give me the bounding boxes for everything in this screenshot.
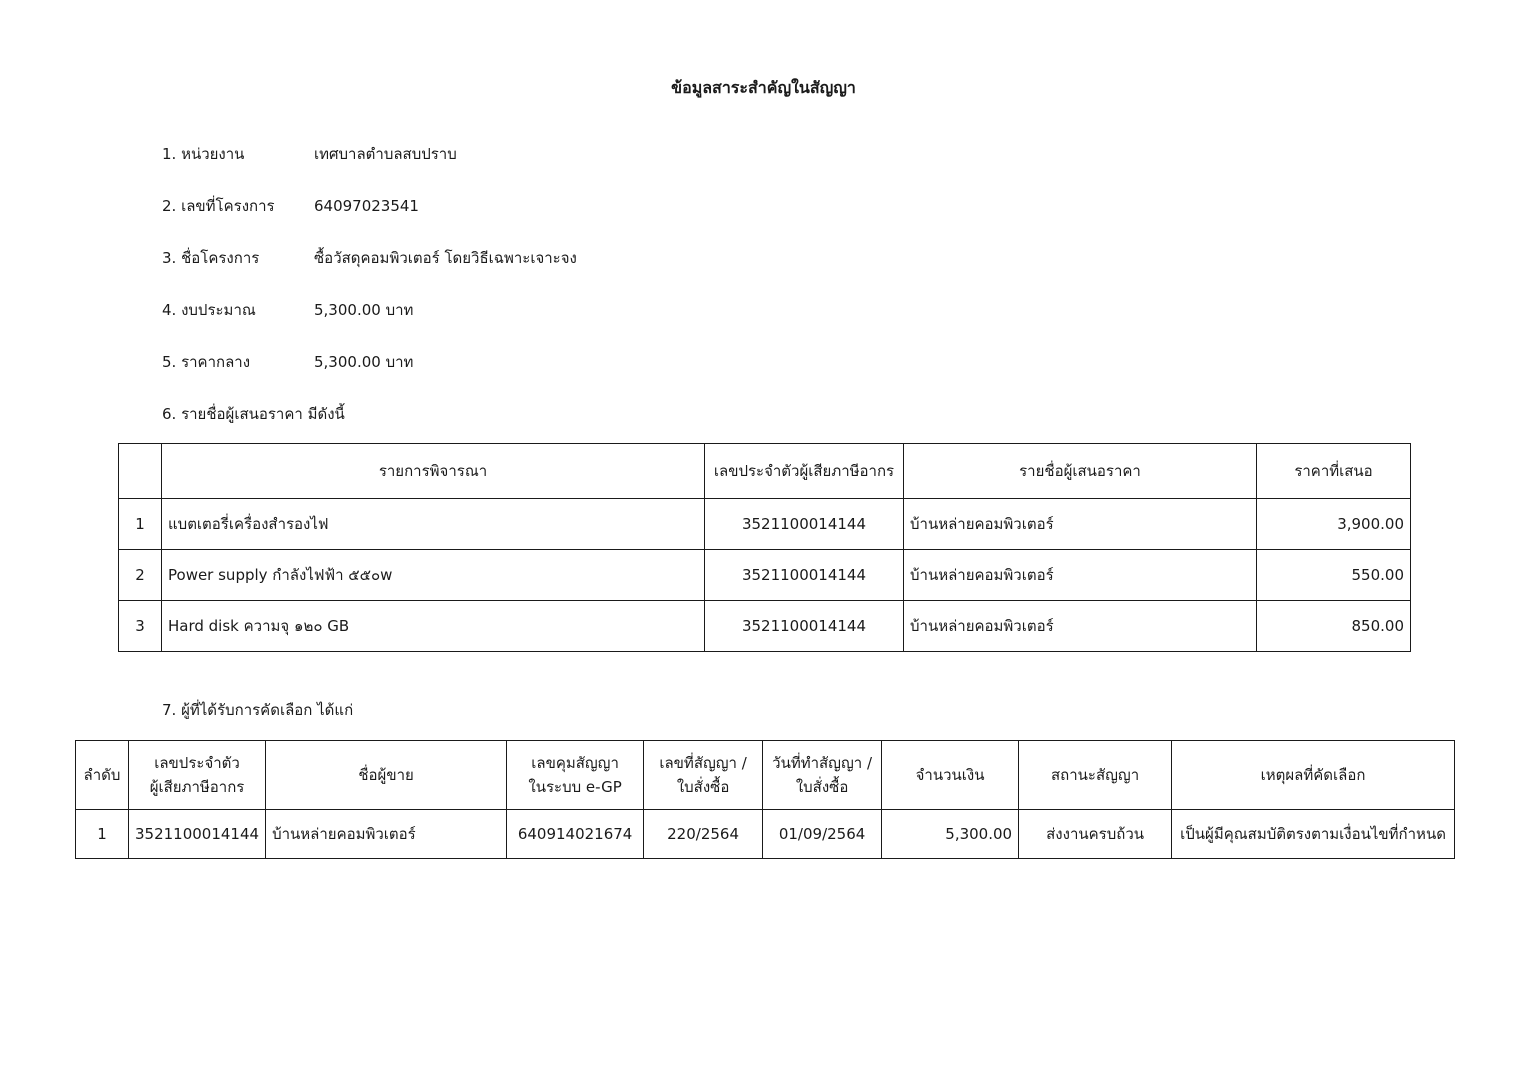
info-label: 5. ราคากลาง	[162, 353, 251, 371]
row-date: 01/09/2564	[763, 810, 882, 859]
info-project-id	[162, 194, 419, 218]
header-line: วันที่ทำสัญญา /	[772, 754, 872, 772]
row-tax-id: 3521100014144	[705, 550, 904, 601]
header-line: ใบสั่งซื้อ	[795, 778, 849, 796]
row-tax-id: 3521100014144	[705, 499, 904, 550]
bidders-table	[118, 443, 1411, 652]
info-project-name	[162, 246, 577, 270]
info-median-price	[162, 350, 413, 374]
info-value: 5,300.00 บาท	[314, 301, 414, 319]
header-line: ในระบบ e-GP	[528, 778, 622, 796]
row-status: ส่งงานครบถ้วน	[1019, 810, 1172, 859]
table-row	[76, 810, 1455, 859]
info-value: 64097023541	[314, 197, 419, 215]
row-reason: เป็นผู้มีคุณสมบัติตรงตามเงื่อนไขที่กำหนด	[1172, 810, 1455, 859]
row-item: แบตเตอรี่เครื่องสำรองไฟ	[162, 499, 705, 550]
row-price: 550.00	[1257, 550, 1411, 601]
row-tax-id: 3521100014144	[705, 601, 904, 652]
row-item: Power supply กำลังไฟฟ้า ๕๕๐w	[162, 550, 705, 601]
row-no: 1	[119, 499, 162, 550]
header-line: เลขคุมสัญญา	[531, 754, 619, 772]
row-no: 1	[76, 810, 129, 859]
info-label: 1. หน่วยงาน	[162, 145, 245, 163]
header-item: รายการพิจารณา	[162, 444, 705, 499]
row-tax-id: 3521100014144	[129, 810, 266, 859]
row-no: 3	[119, 601, 162, 652]
info-agency	[162, 142, 457, 166]
table-header-row	[76, 741, 1455, 810]
info-value: เทศบาลตำบลสบปราบ	[314, 145, 457, 163]
row-seller: บ้านหล่ายคอมพิวเตอร์	[266, 810, 507, 859]
info-value: ซื้อวัสดุคอมพิวเตอร์ โดยวิธีเฉพาะเจาะจง	[314, 249, 577, 267]
table-header-row	[119, 444, 1411, 499]
header-ref	[507, 741, 644, 810]
header-contract-no	[644, 741, 763, 810]
header-reason: เหตุผลที่คัดเลือก	[1172, 741, 1455, 810]
header-vendor: รายชื่อผู้เสนอราคา	[904, 444, 1257, 499]
table-row	[119, 499, 1411, 550]
selected-table	[75, 740, 1455, 859]
info-budget	[162, 298, 413, 322]
info-label: 3. ชื่อโครงการ	[162, 249, 260, 267]
info-label: 2. เลขที่โครงการ	[162, 197, 275, 215]
row-price: 3,900.00	[1257, 499, 1411, 550]
header-price: ราคาที่เสนอ	[1257, 444, 1411, 499]
info-label: 4. งบประมาณ	[162, 301, 256, 319]
row-amount: 5,300.00	[882, 810, 1019, 859]
header-line: เลขที่สัญญา /	[659, 754, 747, 772]
row-vendor: บ้านหล่ายคอมพิวเตอร์	[904, 550, 1257, 601]
header-amount: จำนวนเงิน	[882, 741, 1019, 810]
row-ref: 640914021674	[507, 810, 644, 859]
header-line: ใบสั่งซื้อ	[676, 778, 730, 796]
header-status: สถานะสัญญา	[1019, 741, 1172, 810]
header-seller: ชื่อผู้ขาย	[266, 741, 507, 810]
row-no: 2	[119, 550, 162, 601]
table-row	[119, 601, 1411, 652]
header-tax-id	[129, 741, 266, 810]
info-value: 5,300.00 บาท	[314, 353, 414, 371]
header-tax-id: เลขประจำตัวผู้เสียภาษีอากร	[705, 444, 904, 499]
header-no: ลำดับ	[76, 741, 129, 810]
document-title: ข้อมูลสาระสำคัญในสัญญา	[671, 78, 856, 97]
row-contract-no: 220/2564	[644, 810, 763, 859]
row-item: Hard disk ความจุ ๑๒๐ GB	[162, 601, 705, 652]
header-line: เลขประจำตัว	[154, 754, 240, 772]
row-vendor: บ้านหล่ายคอมพิวเตอร์	[904, 601, 1257, 652]
row-price: 850.00	[1257, 601, 1411, 652]
row-vendor: บ้านหล่ายคอมพิวเตอร์	[904, 499, 1257, 550]
header-no	[119, 444, 162, 499]
header-date	[763, 741, 882, 810]
bidders-heading: 6. รายชื่อผู้เสนอราคา มีดังนี้	[162, 405, 345, 423]
selected-heading: 7. ผู้ที่ได้รับการคัดเลือก ได้แก่	[162, 701, 354, 719]
table-row	[119, 550, 1411, 601]
header-line: ผู้เสียภาษีอากร	[149, 778, 245, 796]
